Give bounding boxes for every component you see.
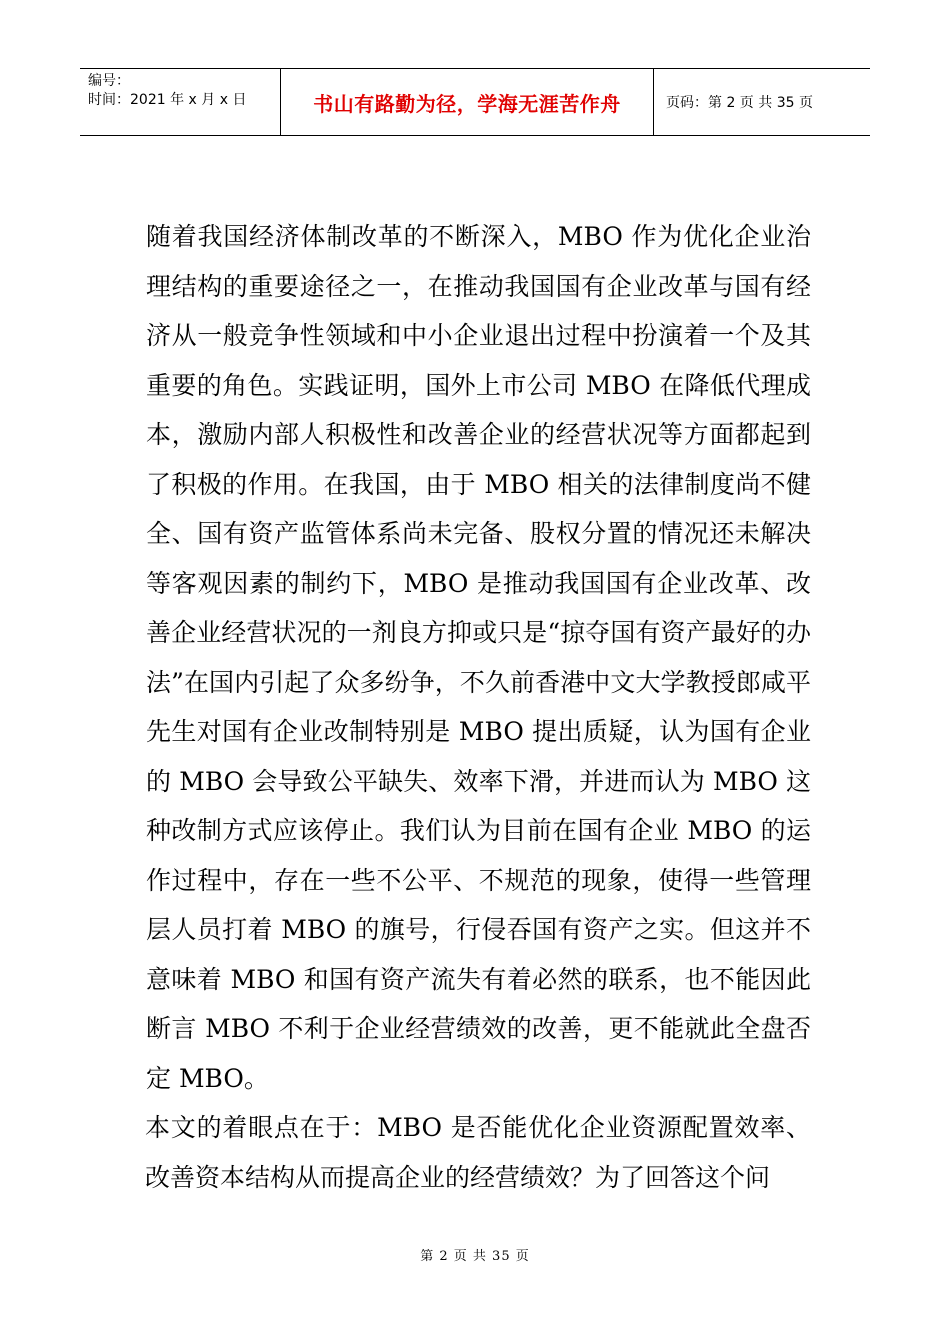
header-page-info: 页码：第 2 页 共 35 页 xyxy=(666,95,813,111)
paragraph-1: 随着我国经济体制改革的不断深入，MBO 作为优化企业治理结构的重要途径之一，在推动我国国有企业改革与国有经济从一般竞争性领域和中小企业退出过程中扮演着一个及其重要的角色。实践证明，国外上市公司 MBO 在降低代理成本，激励内部人积极性和改善企业的经营状况等方面都起到了积极的作用。在我国，由于 MBO 相关的法律制度尚不健全、国有资产监管体系尚未完备、股权分置的情况还未解决等客观因素的制约下，MBO 是推动我国国有企业改革、改善企业经营状况的一剂良方抑或只是“掠夺国有资产最好的办法”在国内引起了众多纷争，不久前香港中文大学教授郎咸平先生对国有企业改制特别是 MBO 提出质疑，认为国有企业的 MBO 会导致公平缺失、效率下滑，并进而认为 MBO 这种改制方式应该停止。我们认为目前在国有企业 MBO 的运作过程中，存在一些不公平、不规范的现象，使得一些管理层人员打着 MBO 的旗号，行侵吞国有资产之实。但这并不意味着 MBO 和国有资产流失有着必然的联系，也不能因此断言 MBO 不利于企业经营绩效的改善，更不能就此全盘否定 MBO。 xyxy=(146,222,811,1093)
date-line: 时间：2021 年 x 月 x 日 xyxy=(88,92,247,108)
number-label: 编号： xyxy=(88,73,130,89)
page-header xyxy=(80,68,870,136)
page-footer: 第 2 页 共 35 页 xyxy=(420,1249,530,1264)
document-body xyxy=(146,212,811,1202)
header-meta xyxy=(80,69,281,135)
paragraph-2: 本文的着眼点在于：MBO 是否能优化企业资源配置效率、改善资本结构从而提高企业的经营绩效？为了回答这个问 xyxy=(145,1113,811,1192)
header-motto: 书山有路勤为径，学海无涯苦作舟 xyxy=(281,69,654,135)
